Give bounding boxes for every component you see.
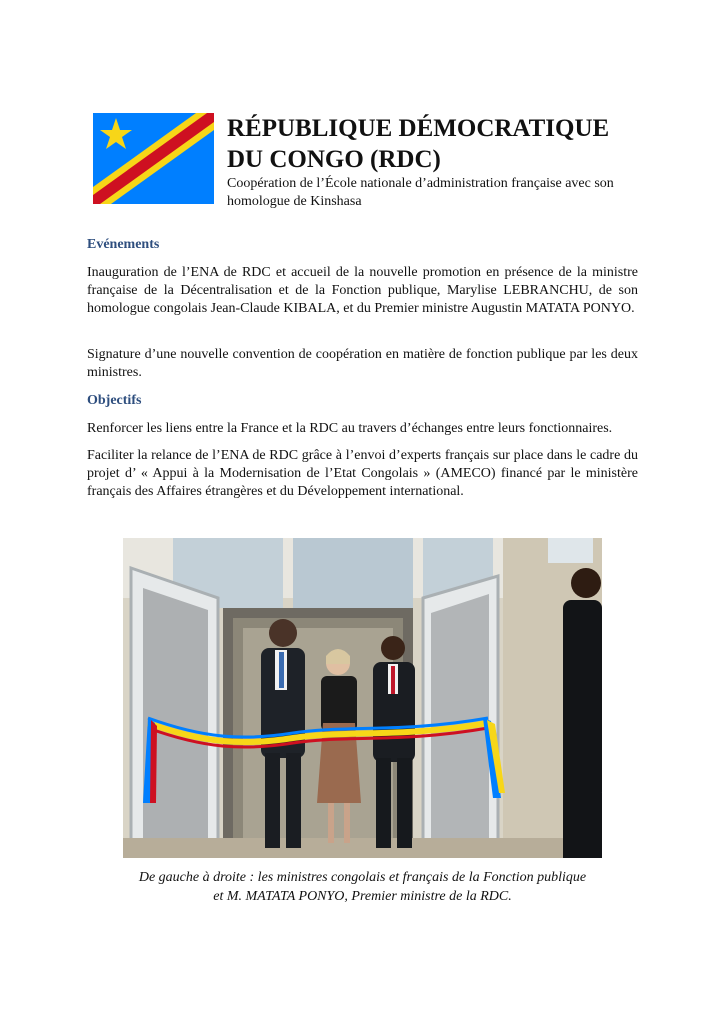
title-line-1: RÉPUBLIQUE DÉMOCRATIQUE <box>227 115 610 142</box>
evenements-paragraph-2: Signature d’une nouvelle convention de coopération en matière de fonction publique par les deux ministres. <box>87 347 638 380</box>
objectifs-paragraph-2: Faciliter la relance de l’ENA de RDC grâce à l’envoi d’experts français sur place dans le cadre du projet d’ « Appui à la Modernisation de l’Etat Congolais » (AMECO) financé par le ministère français des Affaires étrangères et du Développement international. <box>87 448 638 499</box>
page-title <box>227 113 667 175</box>
evenements-paragraph-1: Inauguration de l’ENA de RDC et accueil de la nouvelle promotion en présence de la ministre française de la Décentralisation et de la Fonction publique, Marylise LEBRANCHU, de son homologue congolais Jean-Claude KIBALA, et du Premier ministre Augustin MATATA PONYO. <box>87 265 638 316</box>
caption-line-2: et M. MATATA PONYO, Premier ministre de la RDC. <box>213 889 512 904</box>
section-heading-evenements: Evénements <box>87 237 160 252</box>
drc-flag-icon <box>93 113 214 204</box>
title-line-2: DU CONGO (RDC) <box>227 146 441 173</box>
objectifs-paragraph-1: Renforcer les liens entre la France et la RDC au travers d’échanges entre leurs fonctionnaires. <box>87 421 613 436</box>
photo-caption <box>87 868 638 906</box>
section-heading-objectifs: Objectifs <box>87 393 142 408</box>
ribbon-cutting-photo <box>123 538 602 858</box>
page-subtitle: Coopération de l’École nationale d’administration française avec son homologue de Kinshasa <box>227 176 614 209</box>
caption-line-1: De gauche à droite : les ministres congolais et français de la Fonction publique <box>138 870 587 885</box>
